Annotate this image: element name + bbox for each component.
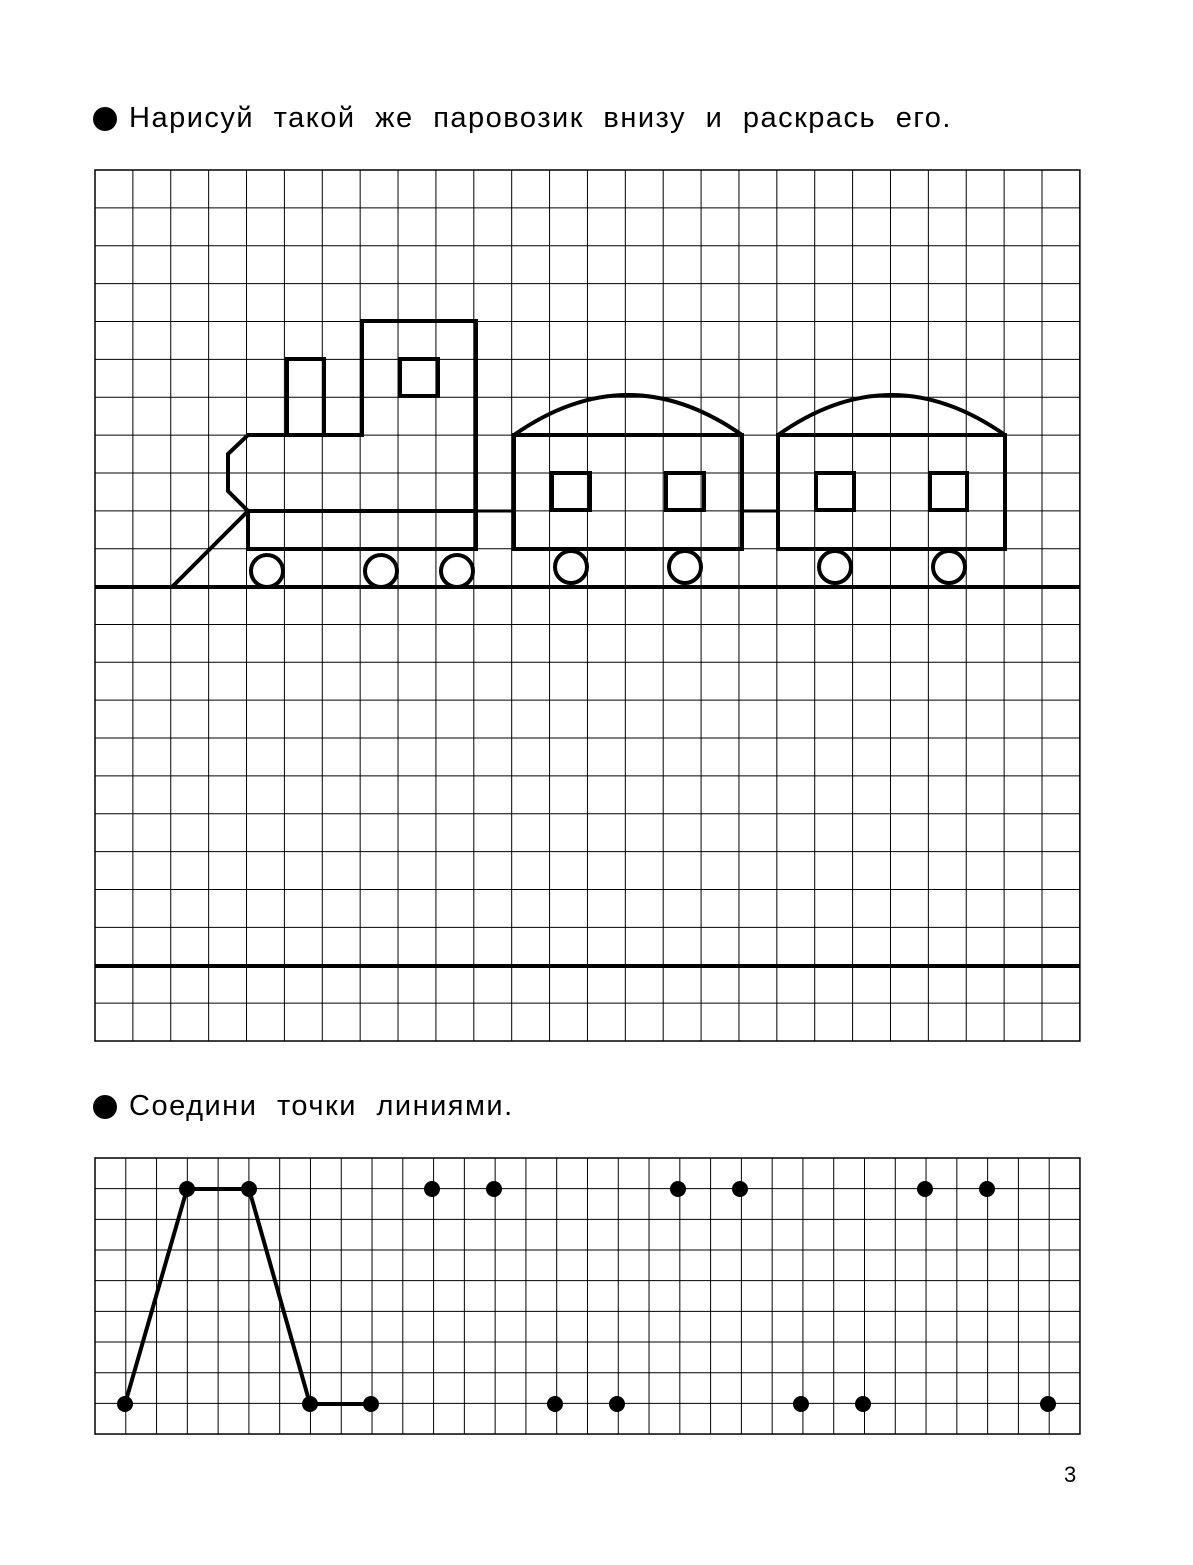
locomotive-wheel — [251, 555, 283, 587]
task-2-text: Соедини точки линиями. — [129, 1090, 514, 1122]
connect-dot — [670, 1181, 686, 1197]
bullet-dot-icon — [93, 1095, 117, 1119]
connect-dot — [117, 1396, 133, 1412]
connect-dot — [1040, 1396, 1056, 1412]
wagon-1-body — [514, 435, 742, 549]
wagon-1-wheel — [555, 551, 587, 583]
connect-dot — [302, 1396, 318, 1412]
connect-dot — [486, 1181, 502, 1197]
locomotive-window — [400, 359, 438, 396]
connect-dot — [547, 1396, 563, 1412]
wagon-2-window — [816, 473, 854, 510]
connect-dot — [855, 1396, 871, 1412]
connect-dot — [241, 1181, 257, 1197]
task-2-instruction — [93, 1090, 514, 1123]
train-grid — [95, 170, 1080, 1041]
connect-dot — [609, 1396, 625, 1412]
example-connected-line — [125, 1189, 371, 1404]
wagon-1-roof — [514, 395, 742, 435]
locomotive-wheel — [441, 555, 473, 587]
connect-dot — [917, 1181, 933, 1197]
wagon-2-window — [930, 473, 967, 510]
connect-dot — [793, 1396, 809, 1412]
wagon-2-body — [778, 435, 1005, 549]
connect-dot — [424, 1181, 440, 1197]
wagon-1-window — [666, 473, 704, 510]
connect-dot — [732, 1181, 748, 1197]
connect-dot — [979, 1181, 995, 1197]
connect-dot — [363, 1396, 379, 1412]
connect-dot — [179, 1181, 195, 1197]
wagon-1-wheel — [669, 551, 701, 583]
page-number: 3 — [1064, 1462, 1077, 1487]
task-1-text: Нарисуй такой же паровозик внизу и раскрась его. — [129, 102, 952, 134]
wagon-2-wheel — [819, 551, 851, 583]
train-example — [172, 321, 1005, 587]
wagon-2-wheel — [933, 551, 965, 583]
wagon-2-roof — [778, 395, 1005, 435]
dots-grid — [95, 1158, 1080, 1434]
wagon-1-window — [552, 473, 590, 510]
locomotive-wheel — [365, 555, 397, 587]
